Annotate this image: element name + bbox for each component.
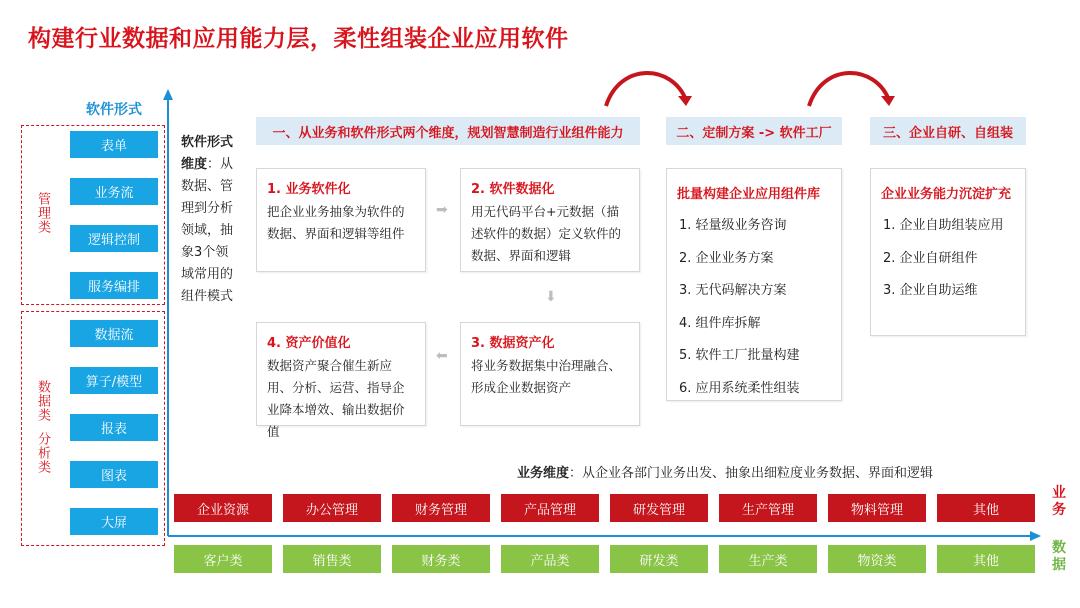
data-item: 其他 xyxy=(937,545,1035,573)
data-item: 物资类 xyxy=(828,545,926,573)
category-data: 数据类 xyxy=(35,380,50,422)
business-item: 办公管理 xyxy=(283,494,381,522)
step-box xyxy=(460,322,640,426)
arrow-left-icon: ⬅ xyxy=(436,348,448,364)
data-item: 生产类 xyxy=(719,545,817,573)
section-one-heading: 一、从业务和软件形式两个维度，规划智慧制造行业组件能力 xyxy=(256,117,640,145)
list-item: 3. 企业自助运维 xyxy=(883,283,978,298)
business-dimension-text: ：从企业各部门业务出发、抽象出细粒度业务数据、界面和逻辑 xyxy=(569,466,934,481)
data-axis-label: 数据 xyxy=(1052,540,1066,573)
category-management: 管理类 xyxy=(35,192,50,234)
business-dimension-heading: 业务维度 xyxy=(517,466,570,481)
page-title: 构建行业数据和应用能力层，柔性组装企业应用软件 xyxy=(28,26,569,52)
form-item: 大屏 xyxy=(70,508,158,535)
form-item: 图表 xyxy=(70,461,158,488)
list-item: 2. 企业自研组件 xyxy=(883,250,978,266)
step-box xyxy=(256,168,426,272)
step-body: 把企业业务抽象为软件的数据、界面和逻辑等组件 xyxy=(267,204,405,241)
data-item: 客户类 xyxy=(174,545,272,573)
step-title: 2. 软件数据化 xyxy=(471,182,555,197)
step-body: 用无代码平台+元数据（描述软件的数据）定义软件的数据、界面和逻辑 xyxy=(471,204,622,263)
y-axis-label: 软件形式 xyxy=(86,102,142,118)
business-item: 财务管理 xyxy=(392,494,490,522)
list-item: 6. 应用系统柔性组装 xyxy=(679,380,800,396)
section-three-heading: 三、企业自研、自组装 xyxy=(870,117,1026,145)
data-item: 财务类 xyxy=(392,545,490,573)
step-title: 3. 数据资产化 xyxy=(471,336,555,351)
list-item: 4. 组件库拆解 xyxy=(679,315,761,331)
business-item: 生产管理 xyxy=(719,494,817,522)
capability-title: 企业业务能力沉淀扩充 xyxy=(881,187,1012,202)
list-item: 1. 轻量级业务咨询 xyxy=(679,218,787,233)
step-body: 数据资产聚合催生新应用、分析、运营、指导企业降本增效、输出数据价值 xyxy=(267,358,405,439)
step-box xyxy=(256,322,426,439)
list-item: 5. 软件工厂批量构建 xyxy=(679,348,800,363)
arrow-down-icon: ⬇ xyxy=(545,289,557,305)
business-dimension xyxy=(517,462,933,481)
business-item: 物料管理 xyxy=(828,494,926,522)
business-axis-label: 业务 xyxy=(1052,485,1066,518)
business-item: 产品管理 xyxy=(501,494,599,522)
list-item: 2. 企业业务方案 xyxy=(679,250,774,266)
business-item: 企业资源 xyxy=(174,494,272,522)
list-item: 1. 企业自助组装应用 xyxy=(883,218,1004,233)
list-item: 3. 无代码解决方案 xyxy=(679,283,787,298)
form-item: 逻辑控制 xyxy=(70,225,158,252)
capability-box xyxy=(870,168,1026,336)
data-item: 产品类 xyxy=(501,545,599,573)
section-two-heading: 二、定制方案 -> 软件工厂 xyxy=(666,117,842,145)
step-box xyxy=(460,168,640,272)
arrow-right-icon: ➡ xyxy=(436,202,448,218)
form-item: 表单 xyxy=(70,131,158,158)
step-body: 将业务数据集中治理融合、形成企业数据资产 xyxy=(471,358,622,395)
software-dimension xyxy=(181,132,241,308)
step-title: 1. 业务软件化 xyxy=(267,182,351,197)
form-item: 报表 xyxy=(70,414,158,441)
step-title: 4. 资产价值化 xyxy=(267,336,351,351)
component-library-box xyxy=(666,168,842,401)
business-item: 其他 xyxy=(937,494,1035,522)
business-item: 研发管理 xyxy=(610,494,708,522)
data-item: 销售类 xyxy=(283,545,381,573)
library-title: 批量构建企业应用组件库 xyxy=(677,187,821,202)
form-item: 服务编排 xyxy=(70,272,158,299)
category-analysis: 分析类 xyxy=(35,432,50,474)
form-item: 业务流 xyxy=(70,178,158,205)
form-item: 数据流 xyxy=(70,320,158,347)
data-item: 研发类 xyxy=(610,545,708,573)
software-dimension-text: ：从数据、管理到分析领域，抽象3个领域常用的组件模式 xyxy=(181,157,234,304)
form-item: 算子/模型 xyxy=(70,367,158,394)
software-dimension-heading: 软件形式维度 xyxy=(181,135,234,172)
